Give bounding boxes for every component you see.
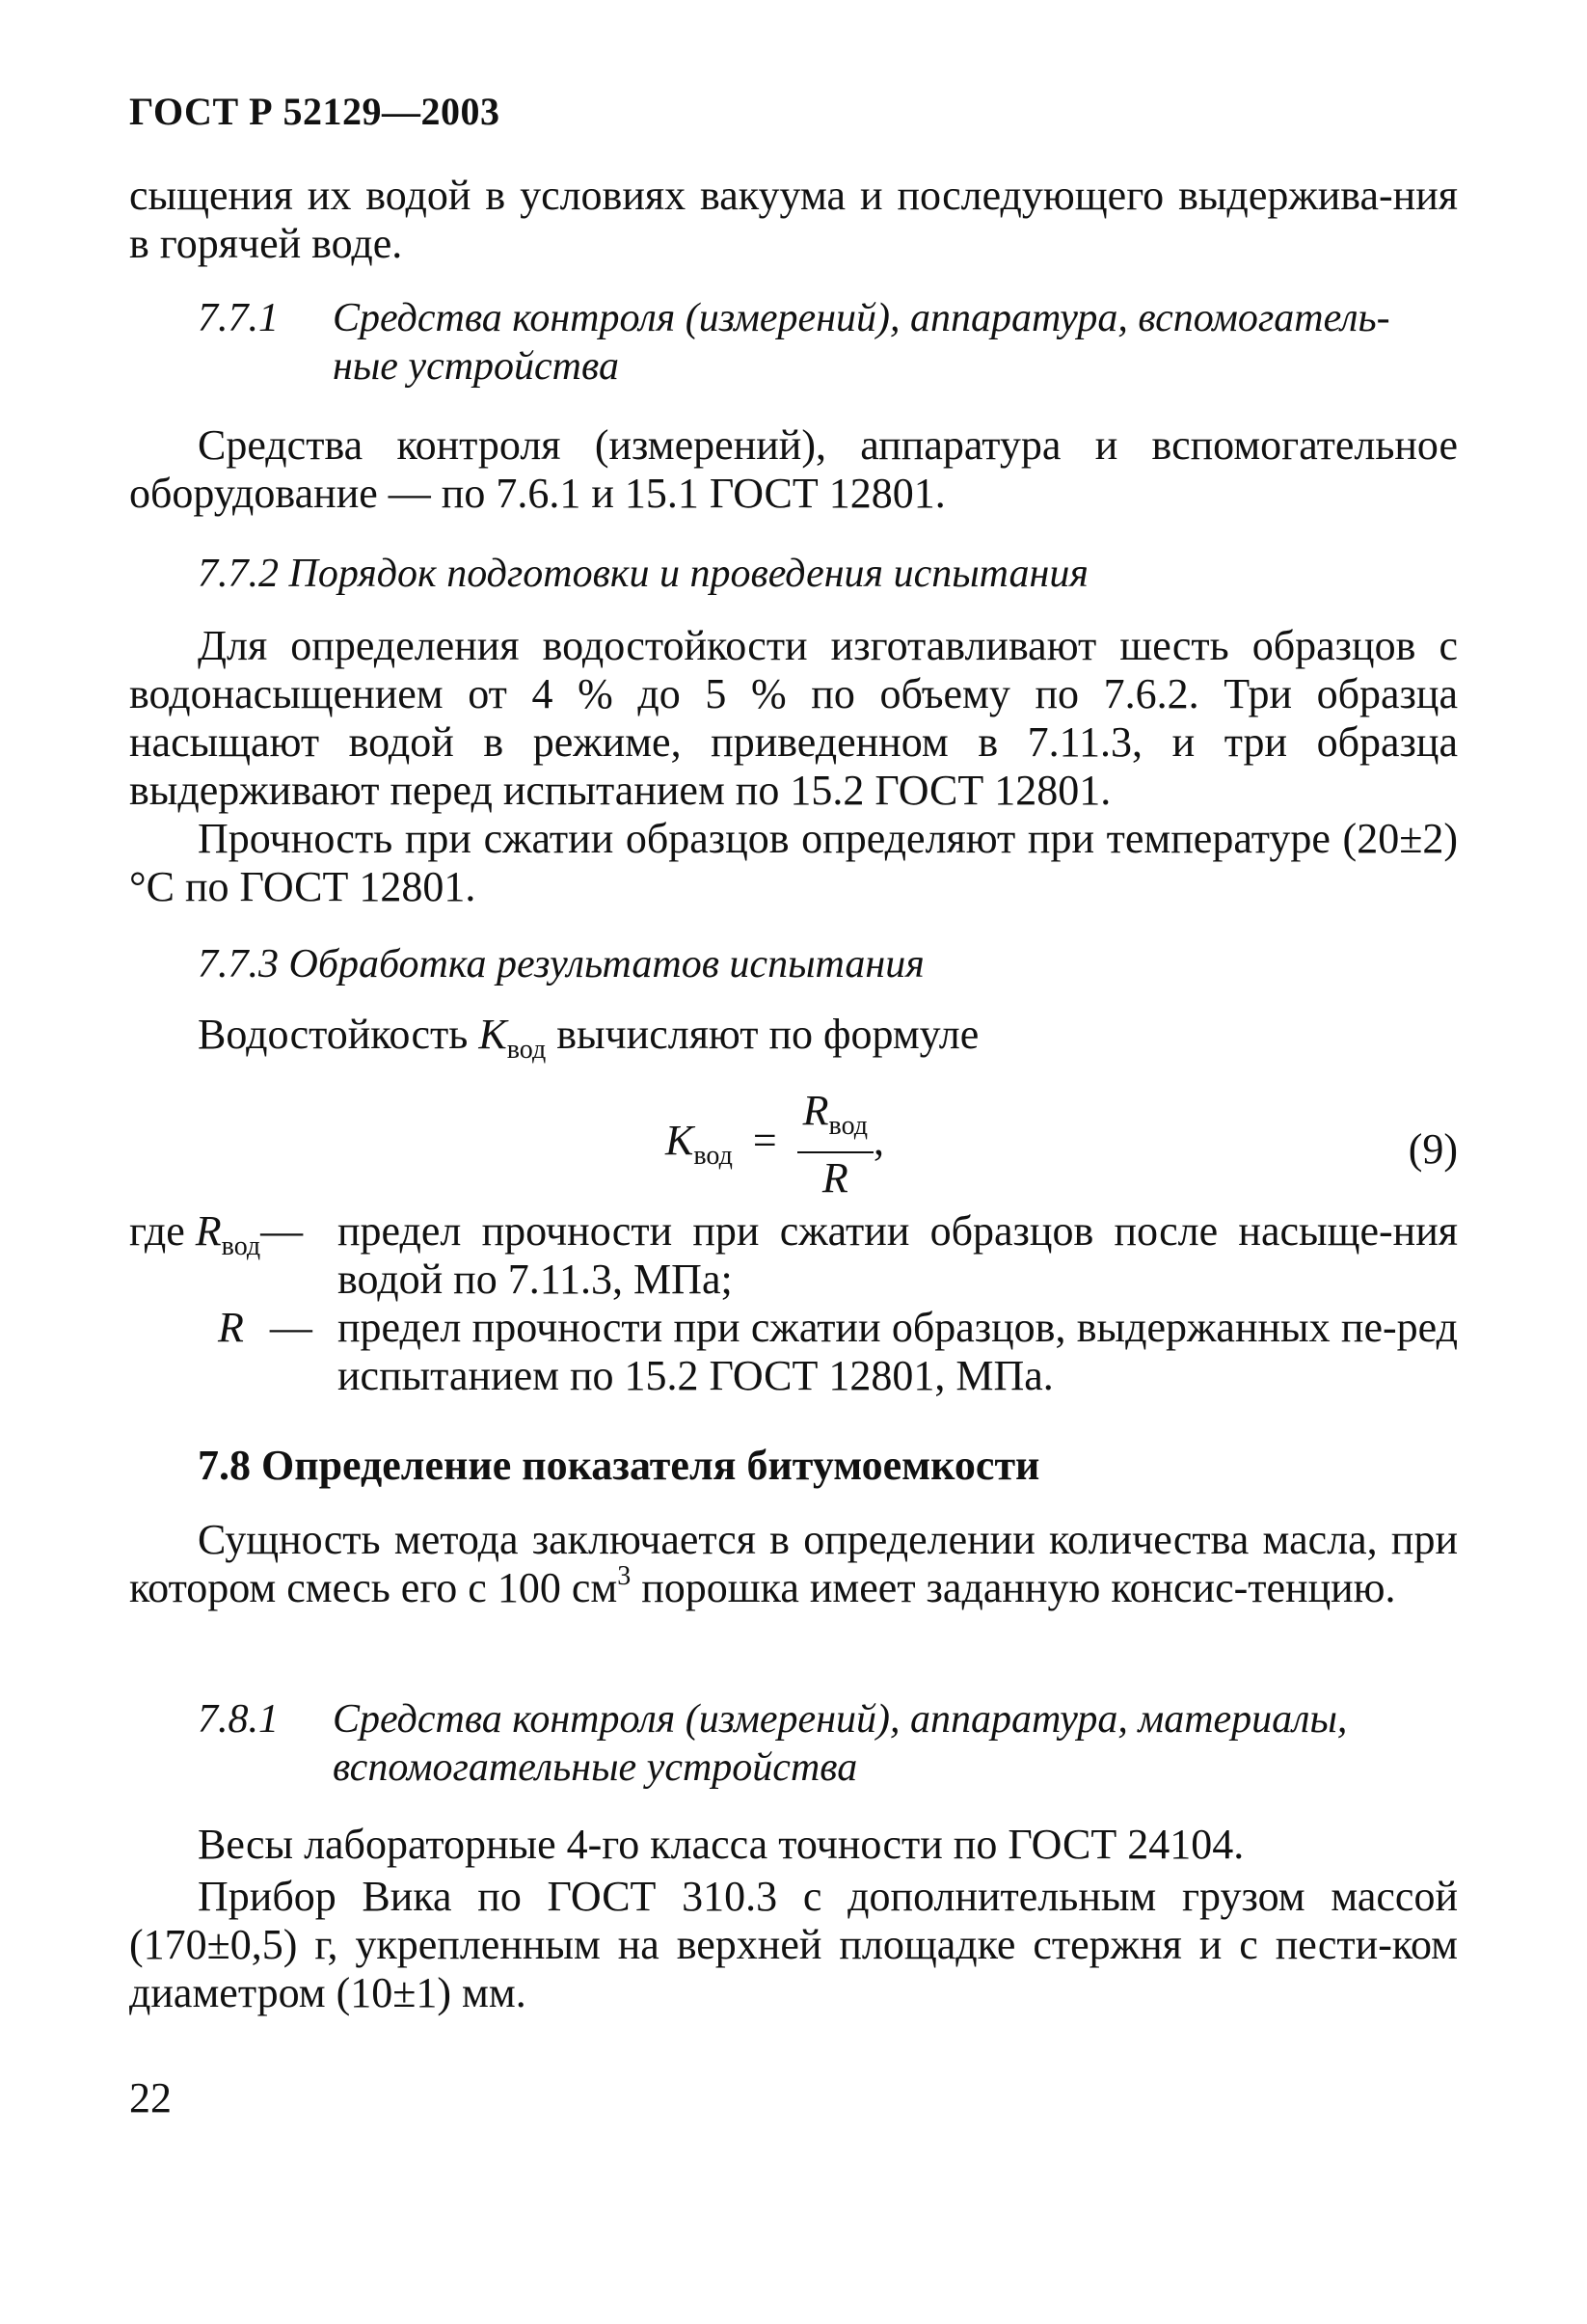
intro-text-after: вычисляют по формуле xyxy=(546,1011,980,1058)
where-term-1 xyxy=(129,1207,303,1271)
where-symbol-2: R xyxy=(218,1304,244,1351)
subsection-7-7-2 xyxy=(198,550,1458,598)
formula-intro xyxy=(198,1011,1458,1074)
formula-9 xyxy=(665,1088,884,1202)
subsection-number: 7.8.1 xyxy=(198,1697,279,1742)
where-lead: где xyxy=(129,1207,196,1255)
formula-lhs-subscript: вод xyxy=(693,1141,733,1172)
where-dash-1: — xyxy=(260,1207,304,1255)
paragraph-text: Прочность при сжатии образцов определяют при температуре (20±2) °С по ГОСТ 12801. xyxy=(129,815,1458,910)
where-symbol-1: R xyxy=(195,1207,222,1255)
where-desc-1: предел прочности при сжатии образцов после насыще-ния водой по 7.11.3, МПа; xyxy=(337,1207,1458,1303)
paragraph-text: Прибор Вика по ГОСТ 310.3 с дополнительным грузом массой (170±0,5) г, укрепленным на верхней площадке стержня и с пести-ком диаметром (10±1) мм. xyxy=(129,1873,1458,2016)
where-subscript-1: вод xyxy=(221,1231,261,1261)
subsection-7-7-1 xyxy=(198,294,1458,391)
paragraph xyxy=(129,1516,1458,1612)
subsection-title: Средства контроля (измерений), аппаратура, вспомогатель- xyxy=(333,296,1390,340)
paragraph: сыщения их водой в условиях вакуума и последующего выдержива-ния в горячей воде. xyxy=(129,172,1458,267)
subsection-title: Средства контроля (измерений), аппаратура, материалы, xyxy=(333,1697,1348,1742)
where-dash-2: — xyxy=(269,1304,312,1351)
subsection-7-8-1 xyxy=(198,1695,1458,1792)
subsection-title: Порядок подготовки и проведения испытания xyxy=(288,552,1089,596)
equation-number: (9) xyxy=(1408,1125,1458,1173)
paragraph xyxy=(129,815,1458,911)
symbol-subscript: вод xyxy=(506,1035,547,1065)
formula-fraction xyxy=(797,1088,874,1202)
paragraph xyxy=(129,1873,1458,2017)
paragraph-text xyxy=(129,1516,1458,1612)
page-number: 22 xyxy=(129,2074,172,2121)
paragraph-text: Для определения водостойкости изготавливают шесть образцов с водонасыщением от 4 % до 5 % по объему по 7.6.2. Три образца насыщают водой в режиме, приведенном в 7.11.3, и три образца выдерживают перед испытанием по 15.2 ГОСТ 12801. xyxy=(129,622,1458,814)
fraction-numerator xyxy=(797,1088,874,1153)
fraction-denominator: R xyxy=(821,1154,848,1202)
subsection-number: 7.7.2 xyxy=(198,552,279,596)
formula-comma: , xyxy=(874,1117,885,1165)
where-desc-2: предел прочности при сжатии образцов, выдержанных пе-ред испытанием по 15.2 ГОСТ 12801, МПа. xyxy=(337,1304,1458,1399)
intro-text: Водостойкость xyxy=(198,1011,479,1058)
subsection-number: 7.7.3 xyxy=(198,942,279,986)
formula-equals: = xyxy=(752,1117,777,1165)
paragraph: Весы лабораторные 4-го класса точности по ГОСТ 24104. xyxy=(198,1821,1245,1868)
section-7-8-title: 7.8 Определение показателя битумоемкости xyxy=(198,1442,1040,1489)
paragraph xyxy=(129,421,1458,518)
paragraph-text: Средства контроля (измерений), аппаратура и вспомогательное оборудование — по 7.6.1 и 15.1 ГОСТ 12801. xyxy=(129,421,1458,517)
subsection-title-cont: ные устройства xyxy=(333,344,619,389)
where-term-2 xyxy=(218,1304,312,1352)
numerator-subscript: вод xyxy=(828,1111,869,1141)
paragraph-text-part: порошка имеет заданную консис-тенцию. xyxy=(631,1564,1396,1611)
superscript: 3 xyxy=(617,1561,632,1591)
formula-lhs-symbol: K xyxy=(665,1117,694,1165)
paragraph xyxy=(129,622,1458,815)
subsection-title-cont: вспомогательные устройства xyxy=(333,1745,858,1790)
where-block xyxy=(129,1207,1458,1399)
subsection-number: 7.7.1 xyxy=(198,296,279,340)
subsection-7-7-3 xyxy=(198,940,1458,988)
document-header: ГОСТ Р 52129—2003 xyxy=(129,90,500,133)
paragraph-text-part: Сущность метода заключается в определении количества масла, при котором смесь его с 100 см xyxy=(129,1516,1458,1611)
subsection-title: Обработка результатов испытания xyxy=(288,942,925,986)
numerator-symbol: R xyxy=(802,1087,829,1134)
symbol-k: K xyxy=(478,1011,507,1058)
